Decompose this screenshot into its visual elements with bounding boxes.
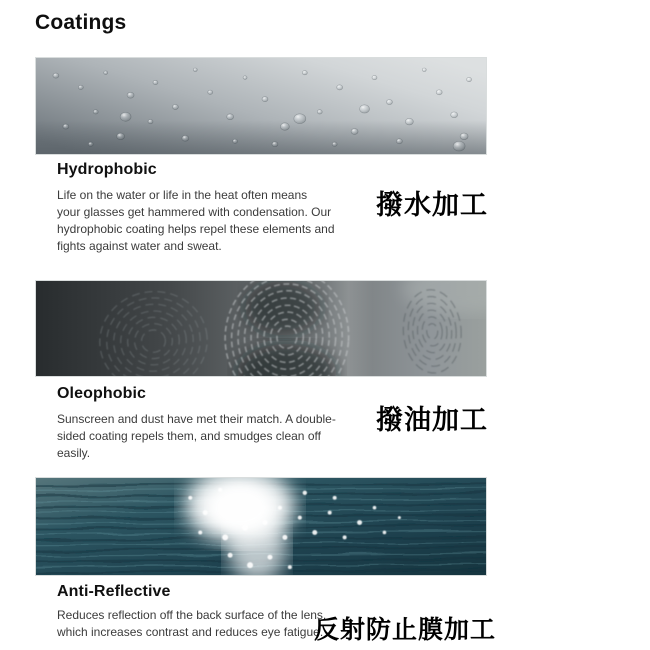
description-line: which increases contrast and reduces eye fatigue.: [57, 625, 324, 639]
anti-reflective-jp-label: 反射防止膜加工: [314, 616, 497, 644]
description-line: your glasses get hammered with condensation. Our: [57, 205, 332, 219]
description-line: easily.: [57, 446, 91, 460]
water-glare-illustration: [36, 478, 486, 575]
hydrophobic-jp-label: 撥水加工: [376, 190, 488, 220]
anti-reflective-description: [57, 607, 326, 641]
oleophobic-heading: Oleophobic: [57, 385, 146, 402]
fingerprint-illustration: [36, 281, 486, 376]
oleophobic-jp-label: 撥油加工: [376, 405, 488, 435]
description-line: sided coating repels them, and smudges clean off: [57, 429, 321, 443]
description-line: Reduces reflection off the back surface of the lens,: [57, 608, 327, 622]
hydrophobic-description: [57, 187, 335, 255]
anti-reflective-heading: Anti-Reflective: [57, 583, 171, 600]
description-line: fights against water and sweat.: [57, 239, 222, 253]
page-title: Coatings: [35, 11, 127, 34]
hydrophobic-heading: Hydrophobic: [57, 161, 157, 178]
description-line: Life on the water or life in the heat often means: [57, 188, 308, 202]
description-line: Sunscreen and dust have met their match. A double-: [57, 412, 336, 426]
condensation-illustration: [36, 58, 486, 154]
condensation-droplets-photo: [35, 57, 487, 155]
description-line: hydrophobic coating helps repel these elements and: [57, 222, 335, 236]
sunlit-water-photo: [35, 477, 487, 576]
fingerprint-smudge-photo: [35, 280, 487, 377]
oleophobic-description: [57, 411, 336, 462]
